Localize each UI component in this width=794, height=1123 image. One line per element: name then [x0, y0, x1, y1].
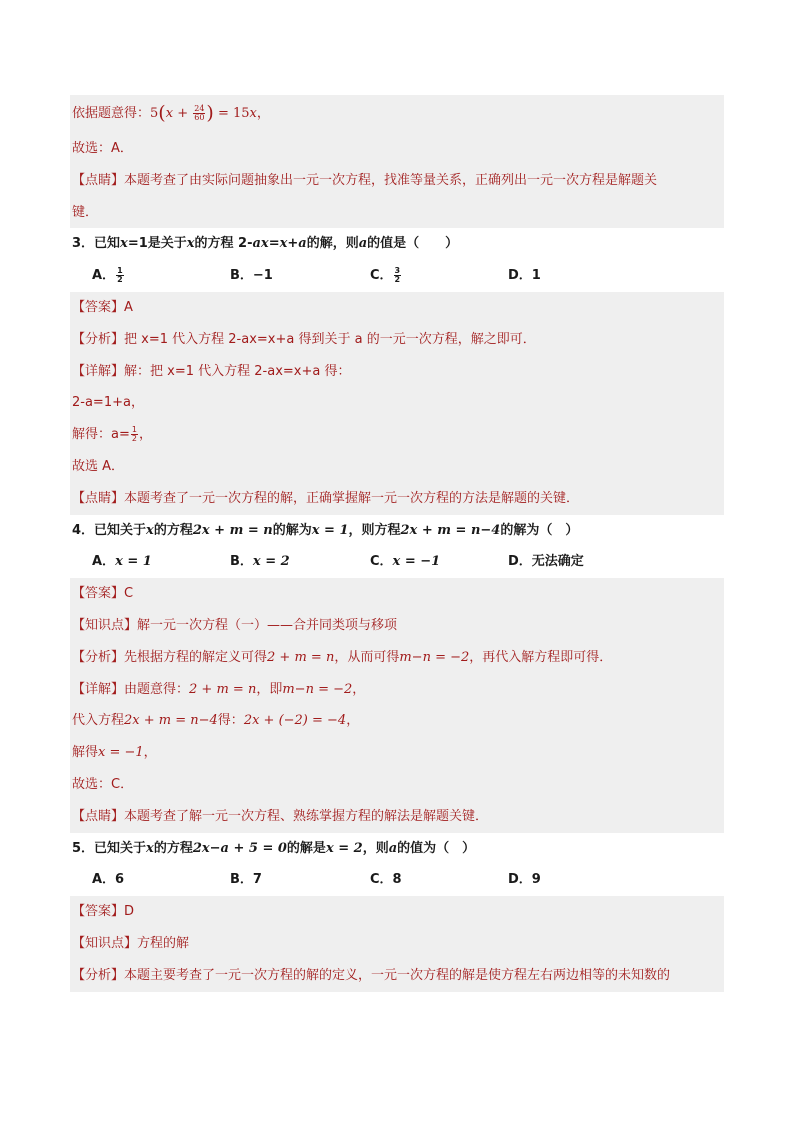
answer-tag: 【答案】	[72, 299, 125, 315]
knowledge-tag: 【知识点】	[72, 935, 138, 951]
option-a[interactable]: A． $\frac{1}{2}$	[92, 266, 123, 285]
knowledge-line: 【知识点】方程的解	[70, 928, 724, 960]
question-4-options	[70, 546, 724, 578]
step-line: 2-a=1+a，	[70, 387, 724, 419]
option-d[interactable]: D．9	[508, 872, 541, 888]
solve-line: 解得x = −1，	[70, 737, 724, 769]
analysis-line: 【分析】把 x=1 代入方程 2-ax=x+a 得到关于 a 的一元一次方程，解之即可．	[70, 324, 724, 356]
answer-line: 【答案】C	[70, 578, 724, 610]
analysis-line: 【分析】先根据方程的解定义可得2 + m = n，从而可得m−n = −2，再代入解方程即可得．	[70, 642, 724, 674]
point-tag: 【点睛】	[72, 490, 125, 506]
option-d[interactable]: D．无法确定	[508, 554, 584, 570]
solution-equation-line: 依据题意得：5(x + $\frac{24}{60}$ ) = 15x，	[70, 95, 724, 133]
point-tag: 【点睛】	[72, 808, 125, 824]
point-line: 【点睛】本题考查了解一元一次方程、熟练掌握方程的解法是解题关键．	[70, 801, 724, 833]
point-line: 【点睛】本题考查了一元一次方程的解，正确掌握解一元一次方程的方法是解题的关键．	[70, 483, 724, 515]
analysis-line: 【分析】本题主要考查了一元一次方程的解的定义，一元一次方程的解是使方程左右两边相等的未知数的	[70, 960, 724, 992]
equation-label: 依据题意得：	[72, 106, 151, 121]
answer-tag: 【答案】	[72, 904, 125, 920]
analysis-tag: 【分析】	[72, 331, 125, 347]
knowledge-line: 【知识点】解一元一次方程（一）——合并同类项与移项	[70, 610, 724, 642]
choice-line: 故选：C．	[70, 769, 724, 801]
detail-line: 【详解】由题意得：2 + m = n，即m−n = −2，	[70, 674, 724, 706]
option-a[interactable]: A．x = 1	[92, 554, 152, 570]
substitute-line: 代入方程2x + m = n−4得：2x + (−2) = −4，	[70, 705, 724, 737]
question-4-stem: 4．已知关于x的方程2x + m = n的解为x = 1，则方程2x + m = n−4的解为（ ）	[72, 522, 579, 538]
choice-line: 故选：A．	[70, 133, 724, 165]
question-5-stem: 5．已知关于x的方程2x−a + 5 = 0的解是x = 2，则a的值为（ ）	[72, 840, 476, 856]
question-3-options	[70, 260, 724, 292]
choice-line: 故选 A．	[70, 451, 724, 483]
point-line: 【点睛】本题考查了由实际问题抽象出一元一次方程，找准等量关系，正确列出一元一次方程是解题关	[70, 165, 724, 197]
option-c[interactable]: C．x = −1	[370, 554, 441, 570]
analysis-tag: 【分析】	[72, 967, 125, 983]
answer-line: 【答案】D	[70, 896, 724, 928]
option-c[interactable]: C．8	[370, 872, 402, 888]
option-b[interactable]: B．x = 2	[230, 554, 290, 570]
detail-tag: 【详解】	[72, 681, 125, 697]
question-3-stem: 3．已知x=1是关于x的方程 2-ax=x+a的解，则a的值是（ ）	[72, 236, 459, 252]
analysis-tag: 【分析】	[72, 649, 125, 665]
solve-line: 解得：a= $\frac{1}{2}$ ，	[70, 419, 724, 451]
answer-line: 【答案】A	[70, 292, 724, 324]
point-line-cont: 键．	[70, 197, 724, 229]
option-c[interactable]: C． $\frac{3}{2}$	[370, 266, 401, 285]
detail-line: 【详解】解：把 x=1 代入方程 2-ax=x+a 得：	[70, 356, 724, 388]
option-b[interactable]: B．−1	[230, 268, 273, 284]
option-b[interactable]: B．7	[230, 872, 262, 888]
point-tag: 【点睛】	[72, 172, 125, 188]
content	[70, 95, 724, 992]
knowledge-tag: 【知识点】	[72, 617, 138, 633]
option-d[interactable]: D．1	[508, 268, 541, 284]
detail-tag: 【详解】	[72, 363, 125, 379]
answer-tag: 【答案】	[72, 586, 125, 602]
equation-math: 5(x + $\frac{24}{60}$ ) = 15x	[150, 102, 257, 124]
question-5-options	[70, 864, 724, 896]
option-a[interactable]: A．6	[92, 872, 125, 888]
